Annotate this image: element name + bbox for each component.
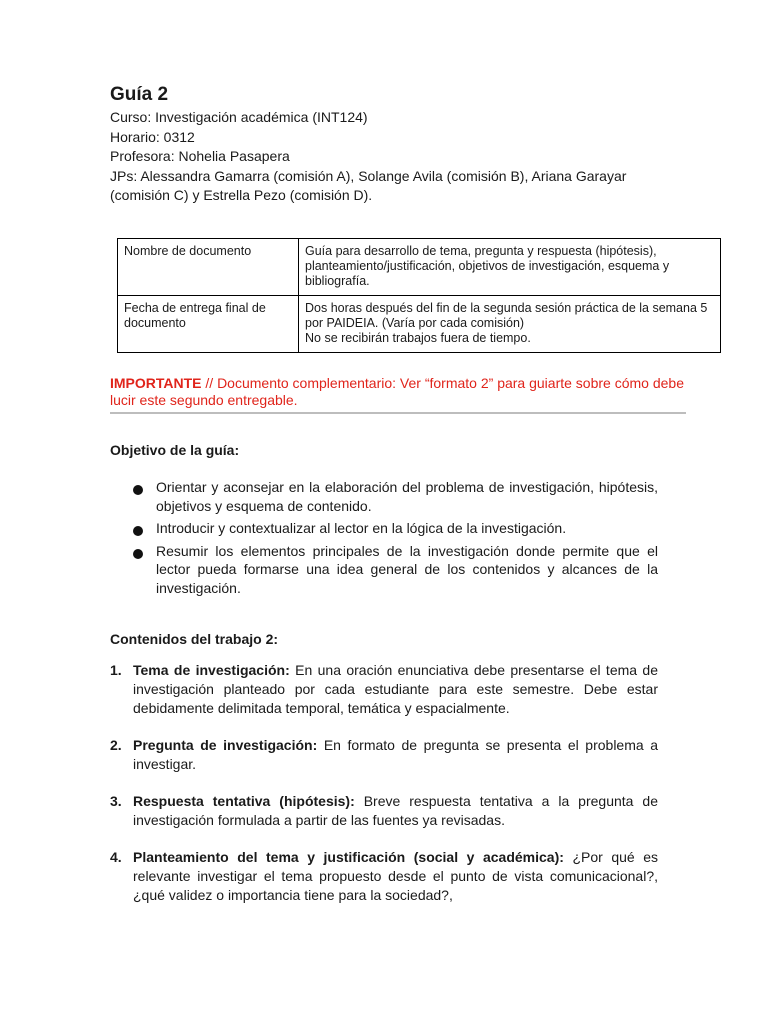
list-item-text: Introducir y contextualizar al lector en la lógica de la investigación. bbox=[156, 520, 567, 536]
objective-list bbox=[110, 478, 658, 601]
important-text: // Documento complementario: Ver “formato 2” para guiarte sobre cómo debe lucir este segundo entregable. bbox=[110, 375, 684, 408]
list-item bbox=[110, 519, 658, 538]
item-number: 2. bbox=[110, 737, 122, 753]
professor-line: Profesora: Nohelia Pasapera bbox=[110, 148, 290, 164]
item-lead: Tema de investigación: bbox=[133, 662, 290, 678]
item-text: ¿Por qué es relevante investigar el tema propuesto desde el punto de vista comunicacional?, ¿qué validez o importancia tiene para la sociedad?, bbox=[133, 849, 658, 903]
important-note bbox=[110, 375, 686, 414]
item-number: 3. bbox=[110, 793, 122, 809]
item-text: En una oración enunciativa debe presentarse el tema de investigación planteado por cada estudiante para este semestre. Debe estar debidamente delimitada temporal, temática y espacialmente. bbox=[133, 662, 658, 716]
list-item bbox=[110, 542, 658, 598]
schedule-line: Horario: 0312 bbox=[110, 128, 195, 145]
table-row bbox=[118, 296, 721, 353]
info-table bbox=[117, 238, 721, 353]
list-item bbox=[110, 736, 658, 774]
list-item bbox=[110, 661, 658, 718]
jps-line: JPs: Alessandra Gamarra (comisión A), Solange Avila (comisión B), Ariana Garayar (comisión C) y Estrella Pezo (comisión D). bbox=[110, 167, 627, 203]
item-lead: Planteamiento del tema y justificación (social y académica): bbox=[133, 849, 564, 865]
course-line: Curso: Investigación académica (INT124) bbox=[110, 109, 368, 125]
page-title: Guía 2 bbox=[110, 84, 169, 105]
bullet-icon bbox=[133, 485, 143, 495]
bullet-icon bbox=[133, 526, 143, 536]
item-lead: Pregunta de investigación: bbox=[133, 737, 318, 753]
table-value-cell bbox=[299, 239, 721, 296]
bullet-icon bbox=[133, 549, 143, 559]
table-value-line: No se recibirán trabajos fuera de tiempo. bbox=[305, 331, 531, 345]
list-item-text: Resumir los elementos principales de la investigación donde permite que el lector pueda formarse una idea general de los contenidos y alcances de la investigación. bbox=[156, 542, 658, 596]
list-item bbox=[110, 848, 658, 905]
list-item bbox=[110, 792, 658, 830]
list-item-text: Orientar y aconsejar en la elaboración del problema de investigación, hipótesis, objetivos y esquema de contenido. bbox=[156, 479, 658, 514]
important-label: IMPORTANTE bbox=[110, 375, 202, 391]
table-key-cell: Fecha de entrega final de documento bbox=[118, 296, 299, 353]
table-value-line: Dos horas después del fin de la segunda sesión práctica de la semana 5 por PAIDEIA. (Varía por cada comisión) bbox=[305, 301, 708, 330]
table-value-line: Guía para desarrollo de tema, pregunta y respuesta (hipótesis), planteamiento/justificación, objetivos de investigación, esquema y bibliografía. bbox=[305, 244, 670, 288]
list-item bbox=[110, 478, 658, 515]
document-header bbox=[110, 84, 660, 206]
table-key-cell: Nombre de documento bbox=[118, 239, 299, 296]
objective-title: Objetivo de la guía: bbox=[110, 442, 240, 458]
table-value-cell bbox=[299, 296, 721, 353]
item-text: En formato de pregunta se presenta el problema a investigar. bbox=[133, 737, 658, 772]
contents-title: Contenidos del trabajo 2: bbox=[110, 631, 279, 647]
item-lead: Respuesta tentativa (hipótesis): bbox=[133, 793, 355, 809]
table-row bbox=[118, 239, 721, 296]
item-text: Breve respuesta tentativa a la pregunta de investigación formulada a partir de las fuentes ya revisadas. bbox=[133, 793, 658, 828]
item-number: 4. bbox=[110, 849, 122, 865]
contents-list bbox=[110, 661, 658, 923]
item-number: 1. bbox=[110, 662, 122, 678]
